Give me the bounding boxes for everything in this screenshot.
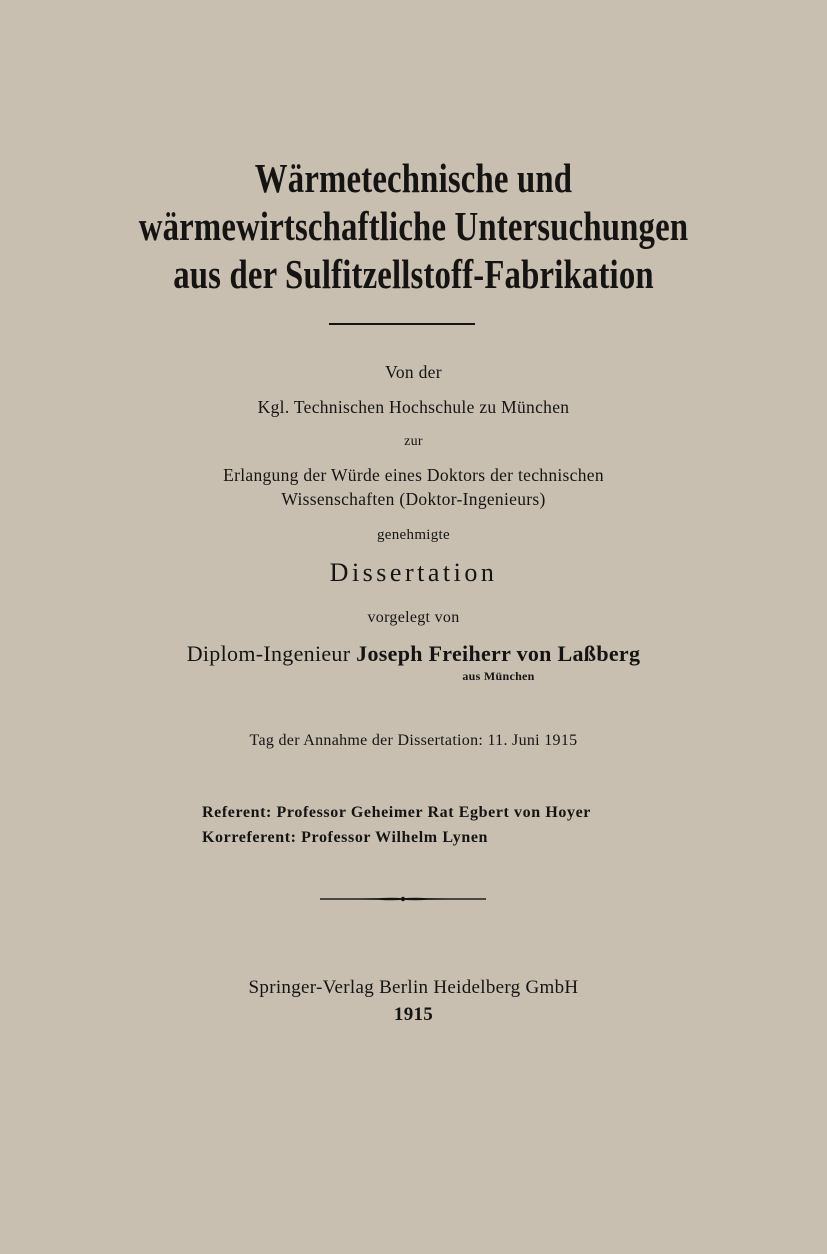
dissertation-heading: Dissertation	[329, 558, 498, 587]
publication-year: 1915	[393, 1004, 434, 1025]
title-line-2: wärmewirtschaftliche Untersuchungen	[138, 203, 689, 249]
author-origin	[0, 668, 827, 684]
zur-text: zur	[404, 434, 423, 449]
author-prefix: Diplom-Ingenieur	[186, 641, 351, 666]
referent-line: Referent: Professor Geheimer Rat Egbert von Hoyer	[202, 804, 592, 821]
author-origin-text: aus München	[462, 669, 535, 683]
acceptance-date: Tag der Annahme der Dissertation: 11. Juni 1915	[249, 732, 578, 749]
referees-block	[202, 800, 591, 850]
purpose-line-1: Erlangung der Würde eines Doktors der technischen	[223, 465, 604, 485]
institution-name: Kgl. Technischen Hochschule zu München	[257, 397, 570, 417]
publisher-name: Springer-Verlag Berlin Heidelberg GmbH	[248, 977, 579, 998]
title-line-1: Wärmetechnische und	[254, 155, 573, 201]
title-line-3: aus der Sulfitzellstoff-Fabrikation	[173, 251, 654, 297]
korreferent-line: Korreferent: Professor Wilhelm Lynen	[202, 829, 489, 846]
presented-by-text: vorgelegt von	[367, 609, 460, 626]
genehmigte-text: genehmigte	[377, 527, 450, 543]
author-line	[0, 640, 827, 668]
author-name: Joseph Freiherr von Laßberg	[356, 641, 641, 666]
purpose-line-2: Wissenschaften (Doktor-Ingenieurs)	[281, 489, 546, 509]
von-der-text: Von der	[385, 362, 442, 382]
ornamental-rule	[318, 892, 488, 906]
title-divider-rule	[329, 323, 475, 325]
